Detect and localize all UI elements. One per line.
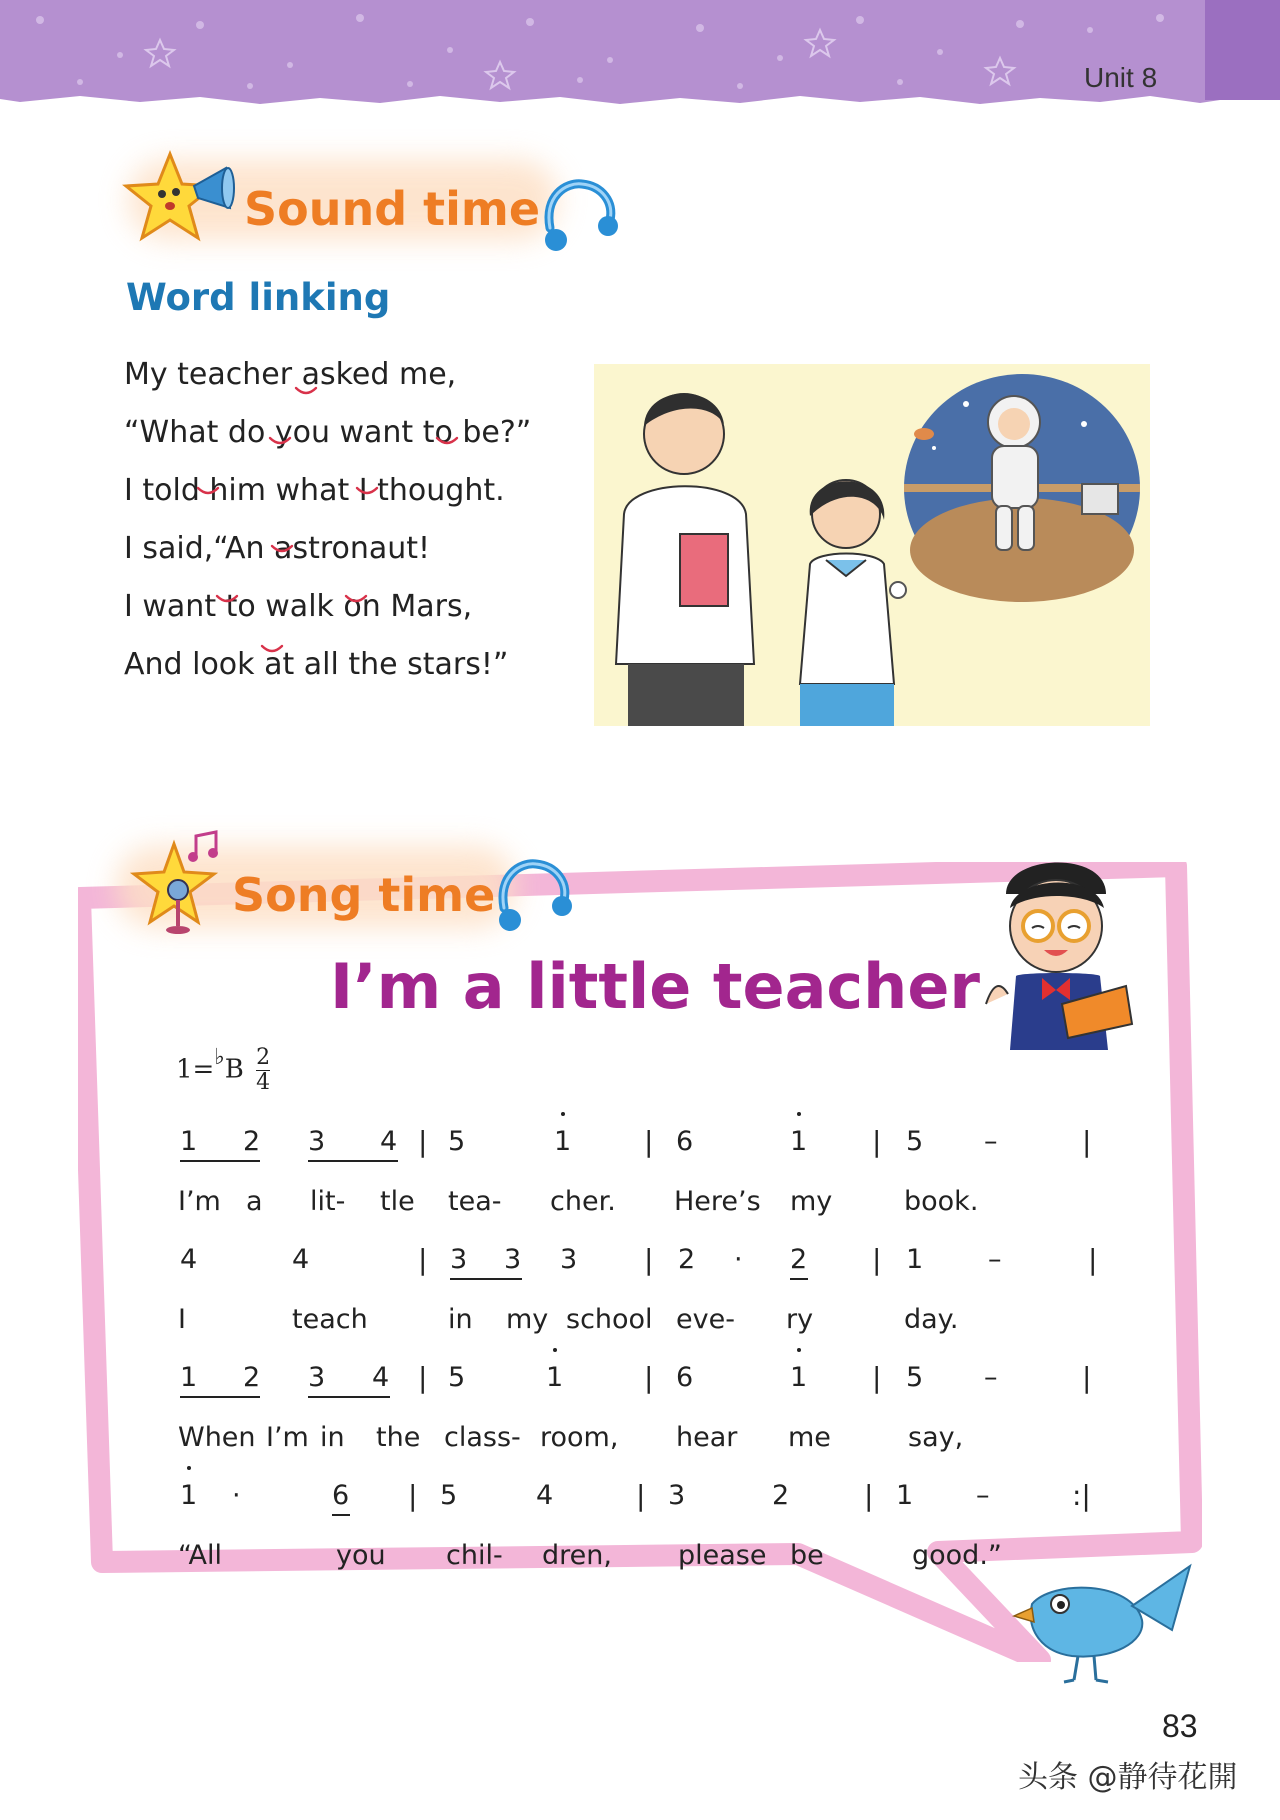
bar-line: | xyxy=(644,1243,654,1276)
note: 1 xyxy=(790,1362,808,1393)
bar-line: | xyxy=(872,1125,882,1158)
note: 3 xyxy=(308,1362,326,1393)
note: 2 xyxy=(790,1244,808,1275)
lyric: ry xyxy=(786,1304,814,1335)
bar-line: | xyxy=(418,1361,428,1394)
note: 3 xyxy=(504,1244,522,1275)
unit-label: Unit 8 xyxy=(1084,62,1158,93)
note: 2 xyxy=(243,1362,261,1393)
bar-line: | xyxy=(418,1125,428,1158)
note: 5 xyxy=(906,1126,924,1157)
bird-icon xyxy=(1012,1560,1202,1694)
lyric: the xyxy=(376,1422,421,1453)
note: 5 xyxy=(448,1362,466,1393)
lyric: my xyxy=(790,1186,833,1217)
bar-line: | xyxy=(408,1479,418,1512)
lyric: tle xyxy=(380,1186,415,1217)
lyric: cher. xyxy=(550,1186,616,1217)
lyric: dren, xyxy=(542,1540,612,1571)
note: 3 xyxy=(560,1244,578,1275)
key-one-equals: 1= xyxy=(176,1054,215,1085)
lyric: my xyxy=(506,1304,549,1335)
bar-line: | xyxy=(644,1125,654,1158)
lyric: in xyxy=(320,1422,345,1453)
song-title: I’m a little teacher xyxy=(330,950,980,1023)
high-octave-dot xyxy=(553,1348,557,1352)
note: 2 xyxy=(678,1244,696,1275)
note: 1 xyxy=(546,1362,564,1393)
lyric: say, xyxy=(908,1422,964,1453)
teacher-student-illustration xyxy=(594,364,1150,726)
score-notes-row xyxy=(0,1126,1280,1174)
high-octave-dot xyxy=(187,1466,191,1470)
bar-line: | xyxy=(1082,1361,1092,1394)
lyric: When xyxy=(178,1422,256,1453)
note: 1 xyxy=(180,1362,198,1393)
bar-line: | xyxy=(872,1361,882,1394)
note: 4 xyxy=(536,1480,554,1511)
score-lyrics-row xyxy=(0,1304,1280,1352)
lyric: Here’s xyxy=(674,1186,761,1217)
dot-separator: · xyxy=(232,1480,241,1511)
eighth-underline xyxy=(308,1396,390,1398)
eighth-underline xyxy=(308,1160,398,1162)
lyric: lit- xyxy=(310,1186,346,1217)
headphones-icon[interactable] xyxy=(490,856,576,940)
lyric: tea- xyxy=(448,1186,502,1217)
note: 1 xyxy=(790,1126,808,1157)
high-octave-dot xyxy=(561,1112,565,1116)
score-lyrics-row xyxy=(0,1186,1280,1234)
score-notes-row xyxy=(0,1362,1280,1410)
word-linking-subtitle: Word linking xyxy=(126,276,391,319)
lyric: good.” xyxy=(912,1540,1002,1571)
lyric: room, xyxy=(540,1422,619,1453)
dot-separator: · xyxy=(734,1244,743,1275)
note: 2 xyxy=(772,1480,790,1511)
boy-with-book-illustration xyxy=(976,854,1146,1058)
poem-line: I said,“An astronaut! xyxy=(124,531,431,566)
lyric: class- xyxy=(444,1422,521,1453)
note: 1 xyxy=(896,1480,914,1511)
note: 4 xyxy=(372,1362,390,1393)
dash: – xyxy=(984,1126,998,1157)
eighth-underline xyxy=(450,1278,522,1280)
score-lyrics-row xyxy=(0,1422,1280,1470)
note: 4 xyxy=(180,1244,198,1275)
poem-line: My teacher asked me, xyxy=(124,357,457,392)
page-number: 83 xyxy=(1162,1708,1198,1744)
eighth-underline xyxy=(180,1396,260,1398)
time-numerator: 2 xyxy=(256,1045,271,1070)
lyric: I’m xyxy=(266,1422,309,1453)
bar-line: | xyxy=(872,1243,882,1276)
lyric: “All xyxy=(178,1540,222,1571)
note: 2 xyxy=(243,1126,261,1157)
bar-line: | xyxy=(864,1479,874,1512)
eighth-underline xyxy=(180,1160,260,1162)
key-signature xyxy=(176,1046,270,1095)
key-letter: B xyxy=(224,1054,244,1085)
note: 3 xyxy=(668,1480,686,1511)
lyric: eve- xyxy=(676,1304,735,1335)
note: 1 xyxy=(180,1126,198,1157)
sound-time-title: Sound time xyxy=(244,182,541,236)
time-denominator: 4 xyxy=(256,1070,271,1095)
note: 3 xyxy=(308,1126,326,1157)
note: 5 xyxy=(906,1362,924,1393)
note: 5 xyxy=(448,1126,466,1157)
bar-line: | xyxy=(644,1361,654,1394)
lyric: school xyxy=(566,1304,653,1335)
note: 1 xyxy=(906,1244,924,1275)
dash: – xyxy=(988,1244,1002,1275)
note: 6 xyxy=(676,1126,694,1157)
lyric: a xyxy=(246,1186,263,1217)
lyric: be xyxy=(790,1540,824,1571)
lyric: day. xyxy=(904,1304,959,1335)
lyric: chil- xyxy=(446,1540,503,1571)
lyric: you xyxy=(336,1540,386,1571)
poem-line: And look at all the stars!” xyxy=(124,647,509,682)
flat-sign: ♭ xyxy=(214,1044,225,1070)
note: 1 xyxy=(554,1126,572,1157)
high-octave-dot xyxy=(797,1348,801,1352)
note: 5 xyxy=(440,1480,458,1511)
note: 6 xyxy=(676,1362,694,1393)
repeat-end: :| xyxy=(1072,1479,1091,1512)
lyric: hear xyxy=(676,1422,738,1453)
eighth-underline xyxy=(790,1278,808,1280)
note: 4 xyxy=(292,1244,310,1275)
bar-line: | xyxy=(1088,1243,1098,1276)
eighth-underline xyxy=(332,1514,350,1516)
lyric: book. xyxy=(904,1186,979,1217)
dash: – xyxy=(984,1362,998,1393)
note: 1 xyxy=(180,1480,198,1511)
lyric: I xyxy=(178,1304,186,1335)
note: 3 xyxy=(450,1244,468,1275)
bar-line: | xyxy=(1082,1125,1092,1158)
bar-line: | xyxy=(636,1479,646,1512)
lyric: in xyxy=(448,1304,473,1335)
lyric: I’m xyxy=(178,1186,221,1217)
note: 4 xyxy=(380,1126,398,1157)
high-octave-dot xyxy=(797,1112,801,1116)
song-time-title: Song time xyxy=(232,868,496,922)
dash: – xyxy=(976,1480,990,1511)
poem-line: “What do you want to be?” xyxy=(124,415,532,450)
poem-line: I want to walk on Mars, xyxy=(124,589,473,624)
poem-line: I told him what I thought. xyxy=(124,473,505,508)
score-notes-row xyxy=(0,1480,1280,1528)
lyric: me xyxy=(788,1422,831,1453)
music-notes-icon xyxy=(186,828,226,868)
bar-line: | xyxy=(418,1243,428,1276)
lyric: teach xyxy=(292,1304,368,1335)
note: 6 xyxy=(332,1480,350,1511)
lyric: please xyxy=(678,1540,767,1571)
watermark: 头条 @静待花開 xyxy=(1018,1760,1238,1795)
score-notes-row xyxy=(0,1244,1280,1292)
